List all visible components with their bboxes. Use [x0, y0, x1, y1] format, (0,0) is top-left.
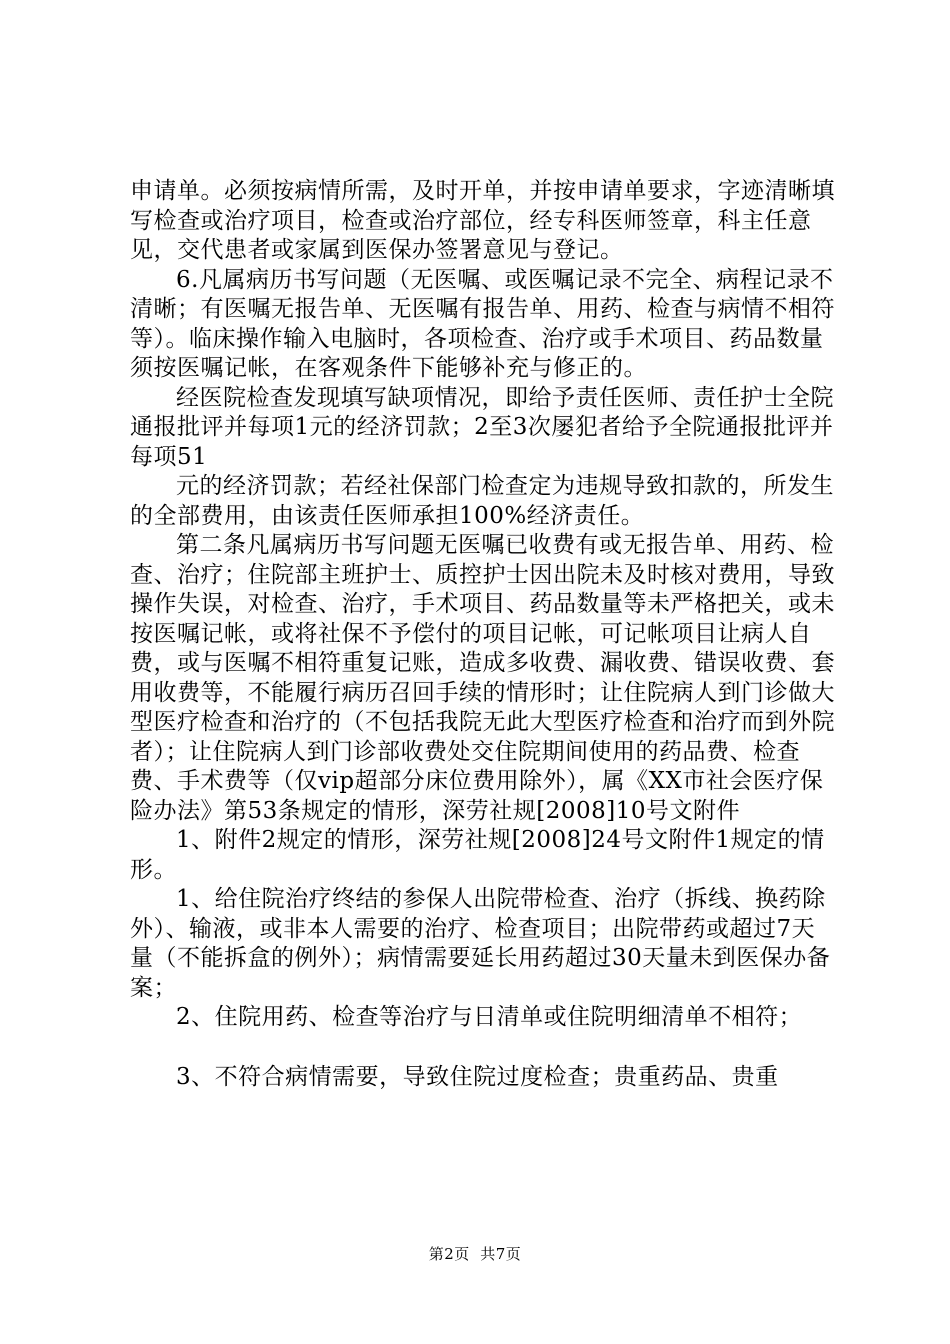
paragraph-7: 1、给住院治疗终结的参保人出院带检查、治疗（拆线、换药除外）、输液，或非本人需要的治疗、检查项目；出院带药或超过7天量（不能拆盒的例外）；病情需要延长用药超过30天量未到医保办备案； — [130, 886, 831, 1001]
paragraph-3: 经医院检查发现填写缺项情况，即给予责任医师、责任护士全院通报批评并每项1元的经济罚款；2至3次屡犯者给予全院通报批评并每项51 — [130, 384, 834, 470]
paragraph-6: 1、附件2规定的情形，深劳社规[2008]24号文附件1规定的情形。 — [130, 827, 825, 883]
paragraph-8: 2、住院用药、检查等治疗与日清单或住院明细清单不相符； — [176, 1004, 803, 1030]
page-footer — [0, 1243, 950, 1264]
page-number-label: 第2页 共7页 — [428, 1245, 522, 1263]
paragraph-5: 第二条凡属病历书写问题无医嘱已收费有或无报告单、用药、检查、治疗；住院部主班护士、质控护士因出院未及时核对费用，导致操作失误，对检查、治疗，手术项目、药品数量等未严格把关，或未按医嘱记帐，或将社保不予偿付的项目记帐，可记帐项目让病人自费，或与医嘱不相符重复记账，造成多收费、漏收费、错误收费、套用收费等，不能履行病历召回手续的情形时；让住院病人到门诊做大型医疗检查和治疗的（不包括我院无此大型医疗检查和治疗而到外院者）；让住院病人到门诊部收费处交住院期间使用的药品费、检查费、手术费等（仅vip超部分床位费用除外），属《XX市社会医疗保险办法》第53条规定的情形，深劳社规[2008]10号文附件 — [130, 532, 835, 824]
paragraph-1: 申请单。必须按病情所需，及时开单，并按申请单要求，字迹清晰填写检查或治疗项目，检查或治疗部位，经专科医师签章，科主任意见，交代患者或家属到医保办签署意见与登记。 — [130, 178, 835, 263]
paragraph-9: 3、不符合病情需要，导致住院过度检查；贵重药品、贵重 — [176, 1063, 779, 1090]
paragraph-2: 6.凡属病历书写问题（无医嘱、或医嘱记录不完全、病程记录不清晰；有医嘱无报告单、无医嘱有报告单、用药、检查与病情不相符等）。临床操作输入电脑时，各项检查、治疗或手术项目、药品数量须按医嘱记帐，在客观条件下能够补充与修正的。 — [130, 266, 835, 381]
document-body — [130, 177, 835, 1092]
paragraph-4: 元的经济罚款；若经社保部门检查定为违规导致扣款的，所发生的全部费用，由该责任医师承担100%经济责任。 — [130, 473, 834, 529]
